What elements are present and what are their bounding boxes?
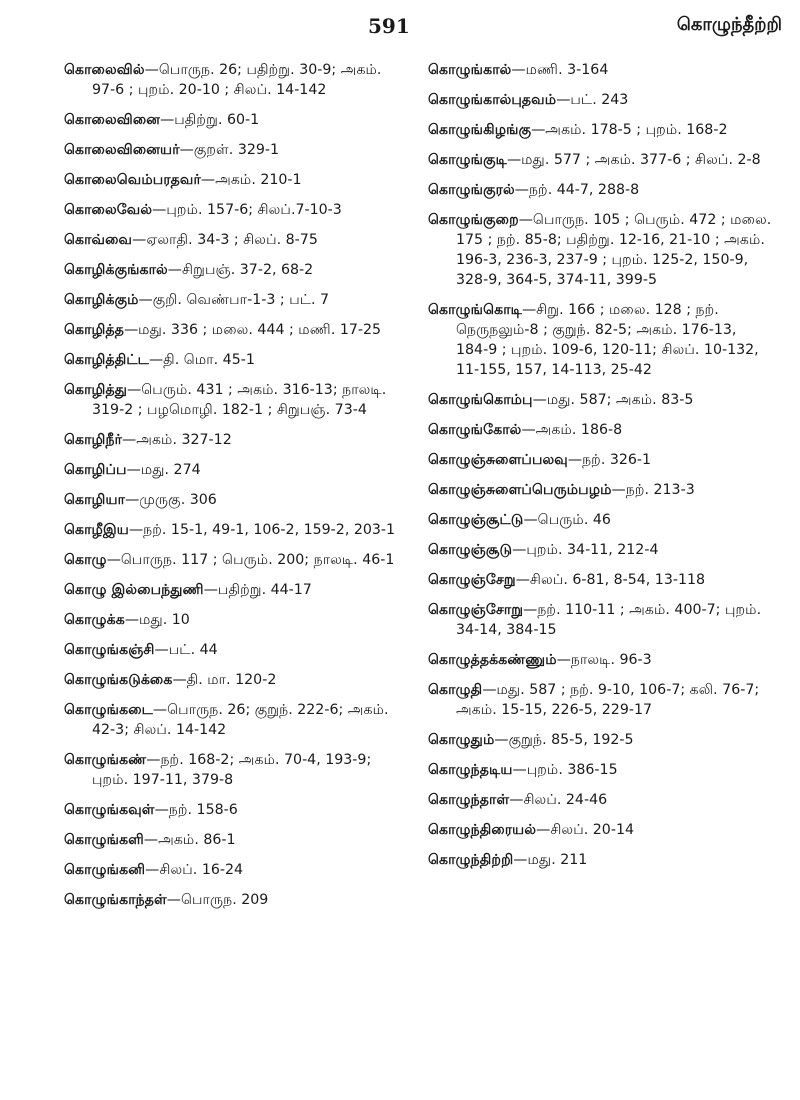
index-entry (64, 640, 400, 660)
entry-headword: கொழித்திட்ட (64, 352, 149, 368)
index-entry (64, 610, 400, 630)
index-entry (428, 820, 773, 840)
entry-dash: — (514, 182, 529, 198)
entry-references: பெரும். 46 (537, 512, 611, 528)
entry-dash: — (509, 792, 524, 808)
index-entry (64, 490, 400, 510)
entry-references: மது. 577 ; அகம். 377-6 ; சிலப். 2-8 (521, 152, 761, 168)
entry-headword: கொழுங்கவுள் (64, 802, 155, 818)
entry-headword: கொழுங்களி (64, 832, 144, 848)
entry-headword: கொழிக்கும் (64, 292, 139, 308)
entry-references: சிலப். 20-14 (550, 822, 635, 838)
index-entry (64, 110, 400, 130)
entry-references: குறள். 329-1 (193, 142, 280, 158)
entry-dash: — (513, 852, 528, 868)
index-entry (64, 170, 400, 190)
entry-dash: — (200, 172, 216, 188)
entry-headword: கொழுக்க (64, 612, 125, 628)
entry-headword: கொழுங்கடுக்கை (64, 672, 173, 688)
index-entry (64, 230, 400, 250)
entry-headword: கொழு இல்பைந்துணி (64, 582, 204, 598)
entry-headword: கொழுங்கொம்பு (428, 392, 533, 408)
index-entry (428, 790, 773, 810)
index-entry (64, 260, 400, 280)
entry-dash: — (128, 522, 144, 538)
entry-references: அகம். 178-5 ; புறம். 168-2 (545, 122, 728, 138)
index-entry (428, 760, 773, 780)
index-entry (428, 600, 773, 640)
index-entry (64, 890, 400, 910)
entry-references: நற். 44-7, 288-8 (528, 182, 640, 198)
entry-headword: கொழுங்கால்புதவம் (428, 92, 557, 108)
entry-headword: கொழுங்காந்தள் (64, 892, 167, 908)
entry-headword: கொழுங்கோல் (428, 422, 522, 438)
entry-references: நற். 158-6 (168, 802, 238, 818)
entry-headword: கொழுஞ்சூடு (428, 542, 513, 558)
index-entry (428, 450, 773, 470)
entry-dash: — (179, 142, 194, 158)
entry-references: நற். 110-11 ; அகம். 400-7; புறம். 34-14, 384-15 (456, 602, 762, 638)
entry-headword: கொழிநீர் (64, 432, 122, 448)
entry-references: பெரும். 431 ; அகம். 316-13; நாலடி. 319-2 ; பழமொழி. 182-1 ; சிறுபஞ். 73-4 (92, 382, 387, 418)
entry-dash: — (123, 322, 139, 338)
entry-headword: கொலைவெம்பரதவர் (64, 172, 201, 188)
entry-headword: கொழுங்கொடி (428, 302, 522, 318)
entry-dash: — (521, 422, 536, 438)
index-entry (428, 210, 773, 290)
entry-dash: — (106, 552, 121, 568)
entry-references: மது. 10 (139, 612, 190, 628)
index-entry (428, 60, 773, 80)
entry-dash: — (154, 642, 169, 658)
index-entry (64, 460, 400, 480)
entry-dash: — (536, 822, 551, 838)
entry-references: பொருந. 105 ; பெரும். 472 ; மலை. 175 ; நற். 85-8; பதிற்று. 12-16, 21-10 ; அகம். 196-3, 236-3, 237-9 ; புறம். 125-2, 150-9, 328-9, 364-5, 374-11, 399-5 (456, 212, 772, 288)
entry-dash: — (154, 802, 169, 818)
entry-dash: — (148, 352, 164, 368)
entry-references: பொருந. 117 ; பெரும். 200; நாலடி. 46-1 (120, 552, 395, 568)
entry-dash: — (152, 702, 168, 718)
index-entry (428, 730, 773, 750)
entry-headword: கொழுங்கனி (64, 862, 146, 878)
entry-headword: கொழியா (64, 492, 126, 508)
entry-headword: கொழுங்கடை (64, 702, 153, 718)
index-entry (64, 830, 400, 850)
entry-references: சிறுபஞ். 37-2, 68-2 (181, 262, 314, 278)
entry-references: பதிற்று. 44-17 (217, 582, 312, 598)
entry-dash: — (132, 232, 147, 248)
entry-headword: கொழிக்குங்கால் (64, 262, 168, 278)
entry-references: சிலப். 16-24 (159, 862, 244, 878)
entry-dash: — (203, 582, 218, 598)
index-entry (428, 570, 773, 590)
entry-dash: — (138, 292, 153, 308)
entry-references: மணி. 3-164 (525, 62, 609, 78)
entry-dash: — (144, 62, 159, 78)
entry-dash: — (567, 452, 583, 468)
entry-references: அகம். 186-8 (535, 422, 623, 438)
entry-dash: — (145, 862, 160, 878)
entry-references: பட். 44 (168, 642, 218, 658)
entry-dash: — (512, 542, 527, 558)
entry-headword: கொழுந்திற்றி (428, 852, 514, 868)
entry-dash: — (152, 202, 167, 218)
index-entry (428, 390, 773, 410)
entry-headword: கொழுங்கண் (64, 752, 147, 768)
entry-dash: — (160, 112, 175, 128)
entry-dash: — (143, 832, 159, 848)
page-number: 591 (368, 14, 410, 38)
entry-references: பொருந. 209 (180, 892, 269, 908)
entry-dash: — (523, 512, 538, 528)
entry-headword: கொழுஞ்சுளைப்பலவு (428, 452, 568, 468)
entry-references: சிலப். 6-81, 8-54, 13-118 (529, 572, 706, 588)
entry-references: தி. மா. 120-2 (186, 672, 277, 688)
entry-headword: கொழுங்குறை (428, 212, 519, 228)
entry-headword: கொழுங்குரல் (428, 182, 515, 198)
entry-references: பொருந. 26; குறுந். 222-6; அகம். 42-3; சிலப். 14-142 (92, 702, 389, 738)
entry-headword: கொழிப்ப (64, 462, 127, 478)
index-entry (428, 300, 773, 380)
entry-dash: — (511, 62, 526, 78)
entry-references: நற். 213-3 (625, 482, 695, 498)
entry-references: சிலப். 24-46 (523, 792, 608, 808)
index-entry (64, 320, 400, 340)
entry-headword: கொழுந்தடிய (428, 762, 513, 778)
entry-references: நற். 15-1, 49-1, 106-2, 159-2, 203-1 (143, 522, 396, 538)
index-entry (428, 180, 773, 200)
entry-headword: கொழுதும் (428, 732, 495, 748)
entry-references: பதிற்று. 60-1 (174, 112, 260, 128)
entry-headword: கொழு (64, 552, 107, 568)
index-entry (428, 650, 773, 670)
index-entry (64, 200, 400, 220)
index-entry (64, 380, 400, 420)
index-entry (64, 430, 400, 450)
entry-headword: கொழுந்தாள் (428, 792, 510, 808)
entry-dash: — (167, 262, 182, 278)
entry-headword: கொழீஇய (64, 522, 129, 538)
entry-references: அகம். 86-1 (158, 832, 236, 848)
index-entry (64, 550, 400, 570)
right-column (428, 60, 773, 880)
entry-dash: — (506, 152, 522, 168)
index-entry (64, 350, 400, 370)
entry-headword: கொழுந்திரையல் (428, 822, 537, 838)
index-entry (64, 140, 400, 160)
entry-headword: கொழித்து (64, 382, 128, 398)
index-entry (64, 670, 400, 690)
entry-references: குறி. வெண்பா-1-3 ; பட். 7 (152, 292, 330, 308)
index-entry (64, 580, 400, 600)
entry-headword: கொலைவினை (64, 112, 161, 128)
entry-dash: — (482, 682, 497, 698)
entry-dash: — (127, 382, 142, 398)
entry-dash: — (532, 392, 547, 408)
entry-headword: கொழுதி (428, 682, 483, 698)
entry-dash: — (125, 492, 140, 508)
page-header (0, 8, 800, 48)
index-entry (428, 480, 773, 500)
entry-headword: கொழுஞ்சேறு (428, 572, 516, 588)
entry-headword: கொழுஞ்சுளைப்பெரும்பழம் (428, 482, 612, 498)
index-entry (64, 520, 400, 540)
index-entry (428, 150, 773, 170)
entry-headword: கொழுங்குடி (428, 152, 507, 168)
index-entry (428, 510, 773, 530)
entry-references: மது. 211 (527, 852, 588, 868)
entry-references: மது. 587; அகம். 83-5 (546, 392, 694, 408)
entry-references: சிறு. 166 ; மலை. 128 ; நற். நெருநலும்-8 ; குறுந். 82-5; அகம். 176-13, 184-9 ; புறம். 109-6, 120-11; சிலப். 10-132, 11-155, 157, 14-113, 25-42 (456, 302, 759, 378)
entry-headword: கொலைவினையர் (64, 142, 180, 158)
entry-headword: கொலைவில் (64, 62, 145, 78)
entry-headword: கொவ்வை (64, 232, 133, 248)
entry-references: குறுந். 85-5, 192-5 (508, 732, 634, 748)
entry-dash: — (523, 602, 538, 618)
entry-references: நற். 168-2; அகம். 70-4, 193-9; புறம். 197-11, 379-8 (92, 752, 372, 788)
entry-references: அகம். 210-1 (215, 172, 302, 188)
entry-headword: கொழுஞ்சோறு (428, 602, 524, 618)
entry-dash: — (531, 122, 546, 138)
entry-headword: கொழுங்கிழங்கு (428, 122, 532, 138)
entry-references: ஏலாதி. 34-3 ; சிலப். 8-75 (146, 232, 318, 248)
entry-references: மது. 274 (140, 462, 201, 478)
entry-references: புறம். 386-15 (526, 762, 618, 778)
entry-headword: கொலைவேல் (64, 202, 153, 218)
entry-dash: — (494, 732, 509, 748)
entry-dash: — (556, 92, 571, 108)
entry-headword: கொழுத்தக்கண்ணும் (428, 652, 557, 668)
entry-references: மது. 587 ; நற். 9-10, 106-7; கலி. 76-7; அகம். 15-15, 226-5, 229-17 (456, 682, 760, 718)
entry-headword: கொழித்த (64, 322, 124, 338)
index-entry (64, 60, 400, 100)
index-entry (64, 800, 400, 820)
entry-dash: — (126, 462, 141, 478)
entry-references: மது. 336 ; மலை. 444 ; மணி. 17-25 (138, 322, 382, 338)
entry-dash: — (122, 432, 137, 448)
entry-references: நற். 326-1 (582, 452, 652, 468)
entry-dash: — (556, 652, 571, 668)
index-entry (428, 90, 773, 110)
entry-headword: கொழுஞ்சூட்டு (428, 512, 524, 528)
entry-references: நாலடி. 96-3 (570, 652, 652, 668)
entry-dash: — (515, 572, 530, 588)
index-entry (428, 850, 773, 870)
index-entry (428, 540, 773, 560)
entry-dash: — (172, 672, 187, 688)
entry-headword: கொழுங்கால் (428, 62, 512, 78)
running-head: கொழுந்தீற்றி (676, 14, 782, 35)
entry-dash: — (518, 212, 533, 228)
entry-headword: கொழுங்கஞ்சி (64, 642, 155, 658)
entry-references: முருகு. 306 (139, 492, 217, 508)
index-entry (64, 860, 400, 880)
entry-dash: — (611, 482, 626, 498)
index-entry (428, 680, 773, 720)
entry-dash: — (512, 762, 527, 778)
index-entry (64, 700, 400, 740)
index-entry (428, 120, 773, 140)
entry-references: தி. மொ. 45-1 (163, 352, 255, 368)
entry-dash: — (124, 612, 140, 628)
entry-references: அகம். 327-12 (136, 432, 232, 448)
index-entry (428, 420, 773, 440)
entry-references: புறம். 157-6; சிலப்.7-10-3 (166, 202, 342, 218)
entry-references: புறம். 34-11, 212-4 (526, 542, 659, 558)
entry-dash: — (521, 302, 537, 318)
entry-dash: — (146, 752, 161, 768)
entry-references: பட். 243 (570, 92, 629, 108)
left-column (64, 60, 400, 920)
entry-dash: — (166, 892, 181, 908)
entry-references: பொருந. 26; பதிற்று. 30-9; அகம். 97-6 ; புறம். 20-10 ; சிலப். 14-142 (92, 62, 382, 98)
index-entry (64, 750, 400, 790)
index-entry (64, 290, 400, 310)
